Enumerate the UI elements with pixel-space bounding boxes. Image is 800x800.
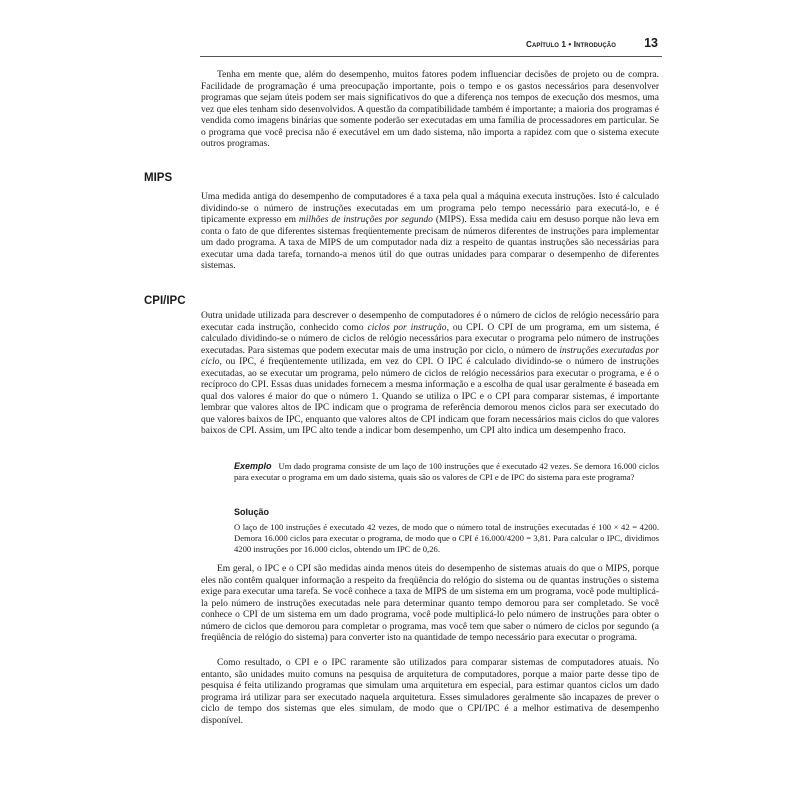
cpi-text-2: , ou CPI. O CPI de um programa, em um sistema, é calculado dividindo-se o número de ciclos de relógio necessários para executar o programa pelo número de instruções executadas. Para sistemas que podem executar mais de uma instrução por ciclo, o número de [201, 322, 659, 356]
example-block [234, 461, 659, 483]
solution-text: O laço de 100 instruções é executado 42 vezes, de modo que o número total de instruções executadas é 100 × 42 = 4200. Demora 16.000 ciclos para executar o programa, de modo que o CPI é 16.000/4200 = 3,81. Para calcular o IPC, dividimos 4200 instruções por 16.000 ciclos, obtendo um IPC de 0,26. [234, 522, 659, 554]
page-number: 13 [644, 36, 658, 50]
cpi-emphasis-1: ciclos por instrução [367, 322, 447, 333]
intro-paragraph: Tenha em mente que, além do desempenho, muitos fatores podem influenciar decisões de projeto ou de compra. Facilidade de programação é uma preocupação importante, pois o tempo e os gastos necessários para desenvolver programas que sejam úteis podem ser mais significativos do que a diferença nos tempos de execução dos mesmos, uma vez que eles tenham sido desenvolvidos. A questão da compatibilidade também é importante; a maioria dos programas é vendida como imagens binárias que somente poderão ser executadas em uma família de processadores em particular. Se o programa que você precisa não é executável em um dado sistema, não importa a rapidez com que o sistema execute outros programas. [201, 70, 659, 150]
section-heading-mips: MIPS [144, 172, 173, 184]
mips-emphasis: milhões de instruções por segundo [298, 215, 433, 226]
cpi-paragraph-2: Em geral, o IPC e o CPI são medidas ainda menos úteis do desempenho de sistemas atuais do que o MIPS, porque eles não contêm qualquer informação a respeito da freqüência do relógio do sistema ou de quantas instruções o sistema exige para executar uma tarefa. Se você conhece a taxa de MIPS de um sistema em um programa, você pode multiplicá-la pelo número de instruções executadas nele para determinar quanto tempo demorou para ser completado. Se você conhece o CPI de um sistema em um dado programa, você pode multiplicá-lo pelo número de instruções para obter o número de ciclos que demorou para completar o programa, mas você tem que saber o número de ciclos por segundo (a freqüência de relógio do sistema) para converter isto na quantidade de tempo necessário para executar o programa. [201, 564, 659, 644]
solution-heading: Solução [234, 507, 270, 517]
running-head [200, 36, 662, 57]
section-heading-cpi-ipc: CPI/IPC [144, 295, 186, 307]
cpi-paragraph-1 [201, 311, 659, 438]
running-head-chapter: Capítulo 1 • Introdução [525, 40, 616, 49]
example-text: Um dado programa consiste de um laço de 100 instruções que é executado 42 vezes. Se demora 16.000 ciclos para executar o programa em um dado sistema, quais são os valores de CPI e de IPC do sistema para este programa? [234, 461, 659, 482]
example-label: Exemplo [234, 461, 272, 471]
cpi-text-1: Outra unidade utilizada para descrever o desempenho de computadores é o número de ciclos de relógio necessário para executar cada instrução, conhecido como [201, 311, 659, 333]
cpi-paragraph-3: Como resultado, o CPI e o IPC raramente são utilizados para comparar sistemas de computadores atuais. No entanto, são unidades muito comuns na pesquisa de arquitetura de computadores, porque a maior parte desse tipo de pesquisa é feita utilizando programas que simulam uma arquitetura em especial, para estimar quantos ciclos um dado programa irá utilizar para ser executado naquela arquitetura. Esses simuladores geralmente são incapazes de prever o ciclo de tempo dos sistemas que eles simulam, de modo que o CPI/IPC é a melhor estimativa de desempenho disponível. [201, 658, 659, 726]
cpi-text-3: , ou IPC, é freqüentemente utilizada, em vez do CPI. O IPC é calculado dividindo-se o número de instruções executadas, ao se executar um programa, pelo número de ciclos de relógio necessários para executar o programa, e é o recíproco do CPI. Essas duas unidades fornecem a mesma informação e a escolha de qual usar geralmente é baseada em qual dos valores é maior do que o número 1. Quando se utiliza o IPC e o CPI para comparar sistemas, é importante lembrar que valores altos de IPC indicam que o programa de referência demorou menos ciclos para ser executado do que valores baixos de IPC, enquanto que valores altos de CPI indicam que foram necessários mais ciclos do que valores baixos de CPI. Assim, um IPC alto tende a indicar bom desempenho, um CPI alto indica um desempenho fraco. [201, 357, 659, 437]
mips-text-1: Uma medida antiga do desempenho de computadores é a taxa pela qual a máquina executa instruções. Isto é calculado dividindo-se o número de instruções executadas em um programa pelo tempo necessário para executá-lo, e é tipicamente expresso em [201, 192, 659, 226]
mips-text-2: (MIPS). Essa medida caiu em desuso porque não leva em conta o fato de que diferentes sistemas freqüentemente precisam de números diferentes de instruções para implementar um dado programa. A taxa de MIPS de um computador nada diz a respeito de quantas instruções são necessárias para executar uma dada tarefa, tornando-a menos útil do que outras unidades para comparar o desempenho de diferentes sistemas. [201, 215, 659, 272]
mips-paragraph [201, 192, 659, 273]
cpi-emphasis-2: instruções executadas por ciclo [201, 345, 659, 368]
